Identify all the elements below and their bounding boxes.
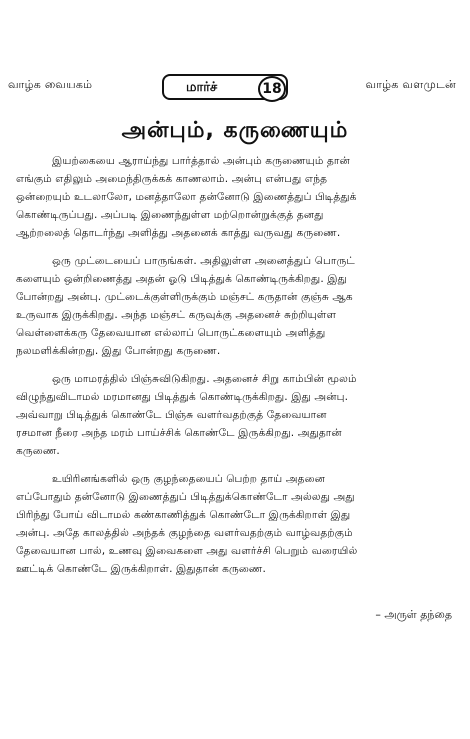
paragraph-line: போன்றது அன்பு. முட்டைக்குள்ளிருக்கும் மஞ்சட் கருதான் குஞ்சு ஆக: [16, 291, 353, 303]
paragraph-line: ஒரு மாமரத்தில் பிஞ்சுவிடுகிறது. அதனைச் சிறு காம்பின் மூலம்: [52, 373, 357, 385]
paragraph-line: கருணை.: [16, 445, 60, 457]
month-label: மார்ச்: [186, 80, 218, 95]
header-greeting-right: வாழ்க வளமுடன்: [365, 78, 456, 91]
paragraph-line: அவ்வாறு பிடித்துக் கொண்டே பிஞ்சு வளர்வதற்குத் தேவையான: [16, 409, 327, 421]
paragraph-line: பிரிந்து போய் விடாமல் கண்காணித்துக் கொண்டோ இருக்கிறாள் இது: [16, 509, 351, 521]
paragraph-line: அன்பு. அதே காலத்தில் அந்தக் குழந்தை வளர்வதற்கும் வாழ்வதற்கும்: [16, 527, 353, 539]
author-signature: – அருள் தந்தை: [375, 608, 452, 621]
paragraph-line: விழுந்துவிடாமல் மரமானது பிடித்துக் கொண்டிருக்கிறது. இது அன்பு.: [16, 391, 349, 403]
paragraph-line: இயற்கையை ஆராய்ந்து பார்த்தால் அன்பும் கருணையும் தான்: [52, 155, 350, 167]
paragraph-line: ஊட்டிக் கொண்டே இருக்கிறாள். இதுதான் கருணை.: [16, 563, 266, 575]
page-title: அன்பும், கருணையும்: [121, 118, 349, 143]
paragraph: [16, 470, 454, 578]
paragraph-line: உயிரினங்களில் ஒரு குழந்தையைப் பெற்ற தாய் அதனை: [52, 473, 326, 485]
paragraph: [16, 152, 454, 242]
paragraph-line: நலமளிக்கின்றது. இது போன்றது கருணை.: [16, 345, 221, 357]
day-number: 18: [258, 76, 286, 102]
paragraph-line: ஆற்றலைத் தொடர்ந்து அளித்து அதனைக் காத்து வருவது கருணை.: [16, 227, 341, 239]
paragraph-line: எப்போதும் தன்னோடு இணைத்துப் பிடித்துக்கொண்டோ அல்லது அது: [16, 491, 355, 503]
paragraph-line: வெள்ளைக்கரு தேவையான எல்லாப் பொருட்களையும் அளித்து: [16, 327, 326, 339]
article-body: [16, 152, 454, 588]
paragraph-line: களையும் ஒன்றிணைத்து அதன் ஓடு பிடித்துக் கொண்டிருக்கிறது. இது: [16, 273, 347, 285]
header-greeting-left: வாழ்க வையகம்: [8, 78, 93, 91]
paragraph-line: ரசமான நீரை அந்த மரம் பாய்ச்சிக் கொண்டே இருக்கிறது. அதுதான்: [16, 427, 342, 439]
paragraph-line: ஒன்றையும் உடலாலோ, மனத்தாலோ தன்னோடு இணைத்துப் பிடித்துக்: [16, 191, 357, 203]
paragraph: [16, 370, 454, 460]
paragraph-line: தேவையான பால், உணவு இவைகளை அது வளர்ச்சி பெறும் வரையில்: [16, 545, 358, 557]
paragraph: [16, 252, 454, 360]
paragraph-line: உருவாக இருக்கிறது. அந்த மஞ்சட் கருவுக்கு அதனைச் சுற்றியுள்ள: [16, 309, 337, 321]
paragraph-line: கொண்டிருப்பது. அப்படி இணைந்துள்ள மற்றொன்றுக்குத் தனது: [16, 209, 324, 221]
paragraph-line: ஒரு முட்டையைப் பாருங்கள். அதிலுள்ள அனைத்துப் பொருட்: [52, 255, 355, 267]
paragraph-line: எங்கும் எதிலும் அமைந்திருக்கக் காணலாம். அன்பு என்பது எந்த: [16, 173, 328, 185]
